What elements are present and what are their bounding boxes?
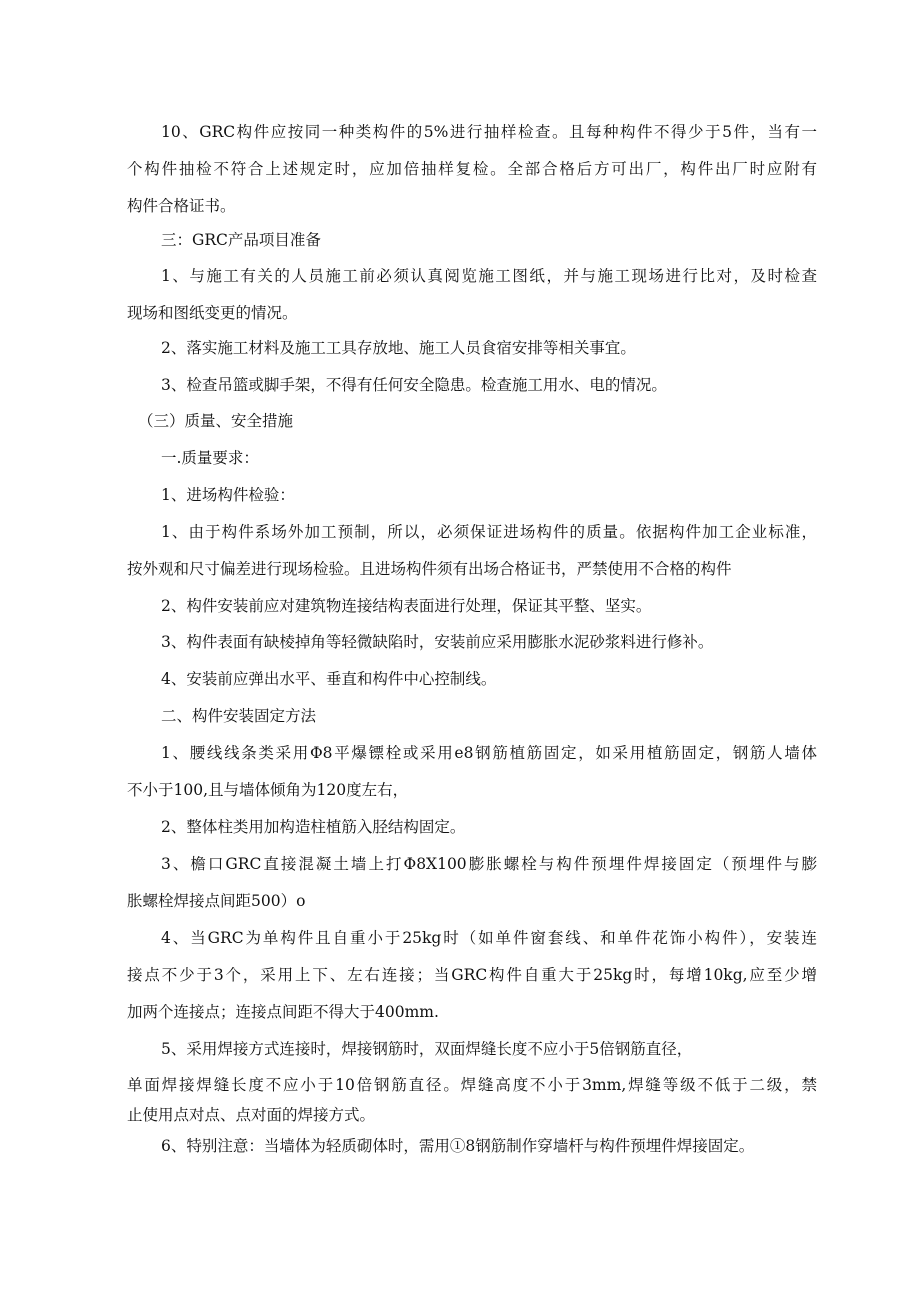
text-line: 1、与施工有关的人员施工前必须认真阅览施工图纸，并与施工现场进行比对，及时检查 [161, 267, 817, 285]
paragraph-review-drawings [127, 258, 817, 332]
text-line: 止使用点对点、点对面的焊接方式。 [127, 1106, 376, 1124]
text-line: （三）质量、安全措施 [138, 412, 294, 430]
section-heading-quality-safety [138, 403, 828, 440]
paragraph-special-note [127, 1128, 817, 1165]
text-line: 3、檐口GRC直接混凝土墙上打Φ8X100膨胀螺栓与构件预埋件焊接固定（预埋件与膨 [161, 855, 817, 873]
text-line: 1、腰线线条类采用Φ8平爆镖栓或采用e8钢筋植筋固定，如采用植筋固定，钢筋人墙体 [161, 744, 817, 762]
text-line: 加两个连接点；连接点间距不得大于400mm. [127, 1003, 439, 1021]
text-line: 不小于100,且与墙体倾角为120度左右， [127, 781, 409, 799]
paragraph-inspection-sampling [127, 114, 817, 225]
paragraph-defect-repair [127, 624, 817, 661]
text-line: 三：GRC产品项目准备 [161, 231, 321, 249]
text-line: 5、采用焊接方式连接时，焊接钢筋时，双面焊缝长度不应小于5倍钢筋直径， [161, 1040, 693, 1058]
subheading-fixing-methods [127, 698, 817, 735]
subheading-quality-requirements [127, 440, 817, 477]
text-line: 2、整体柱类用加构造柱植筋入胫结构固定。 [161, 818, 466, 836]
text-line: 4、当GRC为单构件且自重小于25kg时（如单件窗套线、和单件花饰小构件），安装连 [161, 929, 817, 947]
paragraph-waistline-fixing [127, 735, 817, 809]
text-line: 4、安装前应弹出水平、垂直和构件中心控制线。 [161, 670, 497, 688]
text-line: 构件合格证书。 [127, 197, 236, 215]
text-line: 个构件抽检不符合上述规定时，应加倍抽样复检。全部合格后方可出厂，构件出厂时应附有 [127, 160, 817, 178]
paragraph-welding-single [127, 1070, 817, 1130]
text-line: 6、特别注意：当墙体为轻质砌体时，需用①8钢筋制作穿墙杆与构件预埋件焊接固定。 [161, 1137, 755, 1155]
text-line: 3、检查吊篮或脚手架，不得有任何安全隐患。检查施工用水、电的情况。 [161, 376, 667, 394]
text-line: 2、构件安装前应对建筑物连接结构表面进行处理，保证其平整、坚实。 [161, 597, 652, 615]
text-line: 二、构件安装固定方法 [161, 707, 317, 725]
subheading-incoming-inspection [127, 477, 817, 514]
text-line: 接点不少于3个，采用上下、左右连接；当GRC构件自重大于25kg时，每增10kg,应至少增 [127, 966, 817, 984]
text-line: 1、进场构件检验： [161, 486, 295, 504]
paragraph-control-lines [127, 661, 817, 698]
paragraph-connection-points [127, 920, 817, 1031]
text-line: 一.质量要求： [161, 449, 259, 467]
text-line: 胀螺栓焊接点间距500）o [127, 892, 306, 910]
paragraph-column-fixing [127, 809, 817, 846]
text-line: 按外观和尺寸偏差进行现场检验。且进场构件须有出场合格证书，严禁使用不合格的构件 [127, 560, 732, 578]
paragraph-scaffold-check [127, 367, 817, 404]
paragraph-materials-storage [127, 330, 817, 367]
paragraph-eave-fixing [127, 846, 817, 920]
text-line: 单面焊接焊缝长度不应小于10倍钢筋直径。焊缝高度不小于3mm,焊缝等级不低于二级，禁 [127, 1076, 817, 1094]
text-line: 1、由于构件系场外加工预制，所以，必须保证进场构件的质量。依据构件加工企业标准， [161, 523, 817, 541]
section-heading-grc-preparation [127, 222, 817, 259]
text-line: 3、构件表面有缺棱掉角等轻微缺陷时，安装前应采用膨胀水泥砂浆料进行修补。 [161, 633, 714, 651]
text-line: 10、GRC构件应按同一种类构件的5%进行抽样检查。且每种构件不得少于5件，当有一 [161, 123, 817, 141]
paragraph-welding-double [127, 1031, 817, 1068]
text-line: 2、落实施工材料及施工工具存放地、施工人员食宿安排等相关事宜。 [161, 339, 636, 357]
paragraph-prefab-quality [127, 514, 817, 588]
paragraph-surface-treatment [127, 588, 817, 625]
text-line: 现场和图纸变更的情况。 [127, 304, 298, 322]
